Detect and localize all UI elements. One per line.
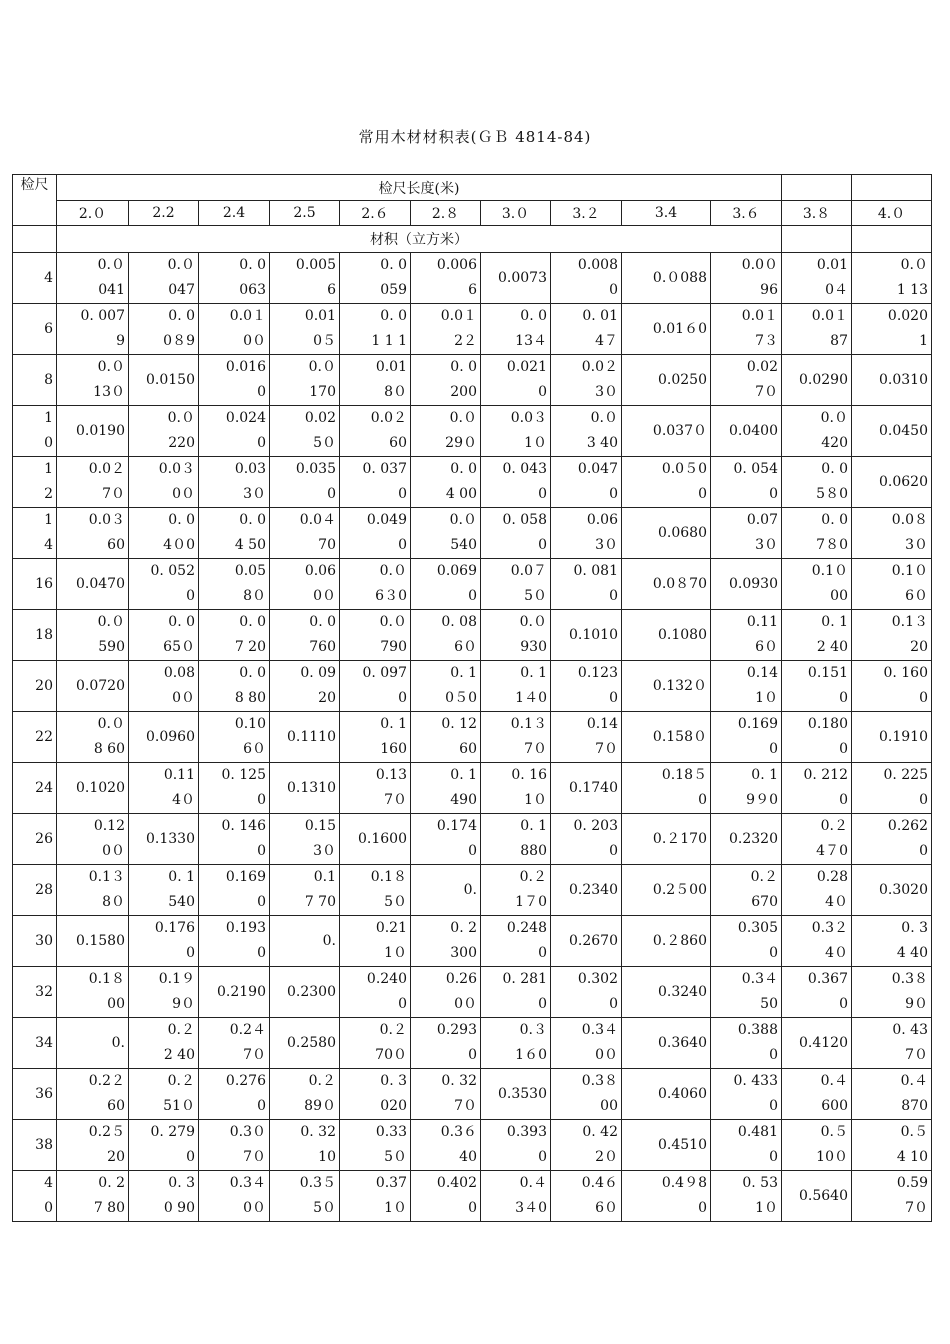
volume-cell: 0. 2 300 <box>411 916 481 967</box>
volume-cell: 0. 0 059 <box>340 253 411 304</box>
volume-cell: 0. 007 9 <box>57 304 129 355</box>
volume-cell: 0.４ 870 <box>852 1069 932 1120</box>
volume-cell: 0. 0 4 50 <box>199 508 270 559</box>
volume-cell: 0. 0 200 <box>411 355 481 406</box>
volume-cell: 0.28 4０ <box>782 865 852 916</box>
volume-cell: 0.305 0 <box>711 916 782 967</box>
volume-cell: 0. 203 0 <box>551 814 622 865</box>
table-row <box>13 661 932 712</box>
table-row <box>13 1069 932 1120</box>
volume-cell: 0.0１ 7３ <box>711 304 782 355</box>
diameter-cell: 4 <box>13 253 57 304</box>
volume-cell: 0.01 8０ <box>340 355 411 406</box>
volume-cell: 0.2190 <box>199 967 270 1018</box>
volume-cell: 0. 0 5８0 <box>782 457 852 508</box>
diameter-cell: 6 <box>13 304 57 355</box>
length-header-cell: 2.６ <box>340 201 411 226</box>
volume-cell: 0. 53 1０ <box>711 1171 782 1222</box>
volume-cell: 0.047 0 <box>551 457 622 508</box>
volume-cell: 0.0400 <box>711 406 782 457</box>
volume-cell: 0. 01 4７ <box>551 304 622 355</box>
volume-cell: 0.０ 6３0 <box>340 559 411 610</box>
length-header-cell: 3.０ <box>481 201 551 226</box>
volume-cell: 0.0620 <box>852 457 932 508</box>
volume-cell: 0.005 6 <box>270 253 340 304</box>
volume-cell: 0. 2 7 80 <box>57 1171 129 1222</box>
diameter-cell: 32 <box>13 967 57 1018</box>
volume-cell: 0.06 0０ <box>270 559 340 610</box>
diameter-cell: 20 <box>13 661 57 712</box>
volume-cell: 0.3240 <box>622 967 711 1018</box>
volume-cell: 0.1０ 00 <box>782 559 852 610</box>
volume-cell: 0.14 1０ <box>711 661 782 712</box>
volume-cell: 0.２ 670 <box>711 865 782 916</box>
volume-cell: 0.008 0 <box>551 253 622 304</box>
page-title: 常用木材材积表(ＧＢ 4814-84) <box>358 128 592 146</box>
volume-cell: 0. 32 7０ <box>411 1069 481 1120</box>
volume-cell: 0.0720 <box>57 661 129 712</box>
volume-cell: 0.049 0 <box>340 508 411 559</box>
volume-cell: 0.４ 600 <box>782 1069 852 1120</box>
volume-cell: 0. 0 4０0 <box>129 508 199 559</box>
volume-cell: 0.13 7０ <box>340 763 411 814</box>
volume-cell: 0.1３ 8０ <box>57 865 129 916</box>
volume-cell: 0.０088 <box>622 253 711 304</box>
volume-cell: 0.0８ 3０ <box>852 508 932 559</box>
volume-cell: 0.1９ 9０ <box>129 967 199 1018</box>
volume-cell: 0.０ 220 <box>129 406 199 457</box>
volume-cell: 0.０ 13０ <box>57 355 129 406</box>
volume-cell: 0. 1 880 <box>481 814 551 865</box>
volume-cell: 0. 037 0 <box>340 457 411 508</box>
volume-cell: 0.59 7０ <box>852 1171 932 1222</box>
header-blank-cell <box>13 226 57 253</box>
volume-cell: 0.0３ 60 <box>57 508 129 559</box>
volume-cell: 0.169 0 <box>711 712 782 763</box>
volume-cell: 0.367 0 <box>782 967 852 1018</box>
volume-cell: 0. 279 0 <box>129 1120 199 1171</box>
volume-cell: 0.0７ 5０ <box>481 559 551 610</box>
volume-cell: 0.3４ 0０ <box>551 1018 622 1069</box>
volume-cell: 0.169 0 <box>199 865 270 916</box>
volume-cell: 0.3020 <box>852 865 932 916</box>
volume-cell: 0.3640 <box>622 1018 711 1069</box>
volume-cell: 0.1３ 20 <box>852 610 932 661</box>
volume-cell: 0.0８70 <box>622 559 711 610</box>
volume-cell: 0. 1 160 <box>340 712 411 763</box>
volume-cell: 0.1310 <box>270 763 340 814</box>
volume-cell: 0. 0 7 20 <box>199 610 270 661</box>
volume-cell: 0.0１ 2２ <box>411 304 481 355</box>
volume-cell: 0. 081 0 <box>551 559 622 610</box>
volume-cell: 0.０ 1 13 <box>852 253 932 304</box>
volume-cell: 0.０ 540 <box>411 508 481 559</box>
volume-cell: 0.３ 1６0 <box>481 1018 551 1069</box>
volume-cell: 0.02 7０ <box>711 355 782 406</box>
volume-cell: 0.1580 <box>57 916 129 967</box>
volume-cell: 0.3４ 50 <box>711 967 782 1018</box>
diameter-cell: 16 <box>13 559 57 610</box>
table-row <box>13 1018 932 1069</box>
volume-cell: 0.2５00 <box>622 865 711 916</box>
volume-cell: 0.0310 <box>852 355 932 406</box>
volume-cell: 0.1０ 6０ <box>852 559 932 610</box>
volume-cell: 0. 0 7８0 <box>782 508 852 559</box>
volume-cell: 0.０ 420 <box>782 406 852 457</box>
table-row <box>13 916 932 967</box>
volume-cell: 0.3８ 9０ <box>852 967 932 1018</box>
volume-cell: 0.15 3０ <box>270 814 340 865</box>
table-row <box>13 865 932 916</box>
table-row <box>13 610 932 661</box>
volume-cell: 0.123 0 <box>551 661 622 712</box>
volume-cell: 0.０ 930 <box>481 610 551 661</box>
table-row <box>13 1171 932 1222</box>
volume-cell: 0.０ 041 <box>57 253 129 304</box>
volume-cell: 0.2５ 20 <box>57 1120 129 1171</box>
volume-cell: 0.４ 3４0 <box>481 1171 551 1222</box>
volume-cell: 0.2670 <box>551 916 622 967</box>
volume-cell: 0.481 0 <box>711 1120 782 1171</box>
volume-cell: 0.1020 <box>57 763 129 814</box>
volume-cell: 0. <box>411 865 481 916</box>
volume-cell: 0.1600 <box>340 814 411 865</box>
volume-cell: 0.1110 <box>270 712 340 763</box>
volume-cell: 0.0150 <box>129 355 199 406</box>
length-header-cell: 2.4 <box>199 201 270 226</box>
volume-cell: 0. 0 4 00 <box>411 457 481 508</box>
volume-cell: 0.1３ 7０ <box>481 712 551 763</box>
volume-cell: 0. 0 8 80 <box>199 661 270 712</box>
length-header-cell: 2.０ <box>57 201 129 226</box>
volume-cell: 0.1８ 00 <box>57 967 129 1018</box>
table-row <box>13 1120 932 1171</box>
volume-cell: 0.3５ 5０ <box>270 1171 340 1222</box>
volume-cell: 0. 054 0 <box>711 457 782 508</box>
volume-cell: 0.５ 10０ <box>782 1120 852 1171</box>
volume-cell: 0.２860 <box>622 916 711 967</box>
volume-cell: 0.3530 <box>481 1069 551 1120</box>
volume-cell: 0.293 0 <box>411 1018 481 1069</box>
volume-cell: 0.01６0 <box>622 304 711 355</box>
volume-cell: 0. 0 13４ <box>481 304 551 355</box>
volume-cell: 0. 0 760 <box>270 610 340 661</box>
volume-cell: 0.02 5０ <box>270 406 340 457</box>
volume-cell: 0.5640 <box>782 1171 852 1222</box>
length-header-cell: 3.4 <box>622 201 711 226</box>
volume-cell: 0.0２ 60 <box>340 406 411 457</box>
table-row <box>13 814 932 865</box>
volume-cell: 0.0３ 1０ <box>481 406 551 457</box>
volume-cell: 0.037０ <box>622 406 711 457</box>
volume-cell: 0.２ 89０ <box>270 1069 340 1120</box>
volume-header: 材积（立方米） <box>57 226 782 253</box>
table-row <box>13 712 932 763</box>
volume-cell: 0.276 0 <box>199 1069 270 1120</box>
volume-cell: 0.2２ 60 <box>57 1069 129 1120</box>
volume-cell: 0. 225 0 <box>852 763 932 814</box>
volume-cell: 0.0960 <box>129 712 199 763</box>
volume-cell: 0. 058 0 <box>481 508 551 559</box>
volume-cell: 0. 43 7０ <box>852 1018 932 1069</box>
volume-cell: 0.020 1 <box>852 304 932 355</box>
volume-cell: 0.２ 51０ <box>129 1069 199 1120</box>
volume-cell: 0.0290 <box>782 355 852 406</box>
table-row <box>13 559 932 610</box>
header-blank-cell <box>782 175 852 201</box>
volume-cell: 0.176 0 <box>129 916 199 967</box>
volume-cell: 0.4510 <box>622 1120 711 1171</box>
volume-cell: 0.0450 <box>852 406 932 457</box>
volume-cell: 0. 1 540 <box>129 865 199 916</box>
volume-cell: 0. 125 0 <box>199 763 270 814</box>
volume-cell: 0.37 1０ <box>340 1171 411 1222</box>
diameter-cell: 1 2 <box>13 457 57 508</box>
volume-cell: 0.01 0４ <box>782 253 852 304</box>
volume-cell: 0.0190 <box>57 406 129 457</box>
table-row <box>13 406 932 457</box>
volume-cell: 0. 160 0 <box>852 661 932 712</box>
volume-cell: 0.03 3０ <box>199 457 270 508</box>
volume-cell: 0.2580 <box>270 1018 340 1069</box>
volume-cell: 0.1910 <box>852 712 932 763</box>
volume-cell: 0.0５0 0 <box>622 457 711 508</box>
volume-cell: 0.3０ 7０ <box>199 1120 270 1171</box>
diameter-cell: 30 <box>13 916 57 967</box>
volume-cell: 0.08 0０ <box>129 661 199 712</box>
header-row-volume-title <box>13 226 932 253</box>
volume-cell: 0.0073 <box>481 253 551 304</box>
header-blank-cell <box>782 226 852 253</box>
diameter-cell: 18 <box>13 610 57 661</box>
volume-cell: 0.０ 8 60 <box>57 712 129 763</box>
volume-cell: 0.0０ 96 <box>711 253 782 304</box>
volume-cell: 0.01 0５ <box>270 304 340 355</box>
volume-cell: 0.２ 1７0 <box>481 865 551 916</box>
volume-cell: 0.2４ 7０ <box>199 1018 270 1069</box>
volume-cell: 0. 1 9９0 <box>711 763 782 814</box>
diameter-cell: 38 <box>13 1120 57 1171</box>
diameter-cell: 22 <box>13 712 57 763</box>
volume-cell: 0.２170 <box>622 814 711 865</box>
volume-cell: 0.1080 <box>622 610 711 661</box>
volume-cell: 0.0470 <box>57 559 129 610</box>
volume-cell: 0. 3 0 90 <box>129 1171 199 1222</box>
timber-volume-table <box>12 174 932 1222</box>
volume-cell: 0.035 0 <box>270 457 340 508</box>
volume-cell: 0. 0 0８9 <box>129 304 199 355</box>
volume-cell: 0.1010 <box>551 610 622 661</box>
corner-header-cell: 检尺 <box>13 175 57 226</box>
volume-cell: 0.1 7 70 <box>270 865 340 916</box>
diameter-cell: 4 0 <box>13 1171 57 1222</box>
volume-cell: 0.024 0 <box>199 406 270 457</box>
header-blank-cell <box>852 226 932 253</box>
length-header-cell: 3.２ <box>551 201 622 226</box>
table-row <box>13 763 932 814</box>
diameter-cell: 28 <box>13 865 57 916</box>
length-header-cell: 4.０ <box>852 201 932 226</box>
table-row <box>13 967 932 1018</box>
volume-cell: 0.２ 2 40 <box>129 1018 199 1069</box>
volume-cell: 0.3２ 4０ <box>782 916 852 967</box>
volume-cell: 0.33 5０ <box>340 1120 411 1171</box>
volume-cell: 0.388 0 <box>711 1018 782 1069</box>
volume-cell: 0.２ 4７0 <box>782 814 852 865</box>
volume-cell: 0. 1 490 <box>411 763 481 814</box>
volume-cell: 0. 09 20 <box>270 661 340 712</box>
volume-cell: 0.2340 <box>551 865 622 916</box>
volume-cell: 0.006 6 <box>411 253 481 304</box>
volume-cell: 0.132０ <box>622 661 711 712</box>
volume-cell: 0. 12 60 <box>411 712 481 763</box>
volume-cell: 0.3４ 0０ <box>199 1171 270 1222</box>
volume-cell: 0.0930 <box>711 559 782 610</box>
volume-cell: 0.05 8０ <box>199 559 270 610</box>
volume-cell: 0.26 0０ <box>411 967 481 1018</box>
volume-cell: 0.3８ 00 <box>551 1069 622 1120</box>
volume-cell: 0. 1 1４0 <box>481 661 551 712</box>
volume-cell: 0.0１ 87 <box>782 304 852 355</box>
volume-cell: 0.０ 047 <box>129 253 199 304</box>
length-header-cell: 2.2 <box>129 201 199 226</box>
volume-cell: 0. 1 2 40 <box>782 610 852 661</box>
volume-cell: 0.3６ 40 <box>411 1120 481 1171</box>
table-row <box>13 253 932 304</box>
length-header-cell: 2.８ <box>411 201 481 226</box>
volume-cell: 0.12 0０ <box>57 814 129 865</box>
volume-cell: 0.0２ 7０ <box>57 457 129 508</box>
diameter-cell: 26 <box>13 814 57 865</box>
volume-cell: 0.0680 <box>622 508 711 559</box>
volume-cell: 0. 281 0 <box>481 967 551 1018</box>
volume-cell: 0.５ 4 10 <box>852 1120 932 1171</box>
volume-cell: 0. 1 0５0 <box>411 661 481 712</box>
volume-cell: 0. 0 1 1 1 <box>340 304 411 355</box>
volume-cell: 0. 097 0 <box>340 661 411 712</box>
volume-cell: 0. 16 1０ <box>481 763 551 814</box>
volume-cell: 0.151 0 <box>782 661 852 712</box>
volume-cell: 0.1330 <box>129 814 199 865</box>
volume-cell: 0. 3 020 <box>340 1069 411 1120</box>
volume-cell: 0.4９8 0 <box>622 1171 711 1222</box>
volume-cell: 0.０ 3 40 <box>551 406 622 457</box>
volume-cell: 0. 08 6０ <box>411 610 481 661</box>
volume-cell: 0.021 0 <box>481 355 551 406</box>
diameter-cell: 34 <box>13 1018 57 1069</box>
volume-cell: 0.14 7０ <box>551 712 622 763</box>
header-blank-cell <box>852 175 932 201</box>
volume-cell: 0.０ 590 <box>57 610 129 661</box>
volume-cell: 0.402 0 <box>411 1171 481 1222</box>
volume-cell: 0. 043 0 <box>481 457 551 508</box>
volume-cell: 0.302 0 <box>551 967 622 1018</box>
volume-cell: 0.180 0 <box>782 712 852 763</box>
volume-cell: 0.4120 <box>782 1018 852 1069</box>
table-row <box>13 457 932 508</box>
volume-cell: 0.248 0 <box>481 916 551 967</box>
length-header-cell: 3.６ <box>711 201 782 226</box>
table-row <box>13 508 932 559</box>
header-row-length-title <box>13 175 932 201</box>
volume-cell: 0.11 4０ <box>129 763 199 814</box>
volume-cell: 0.069 0 <box>411 559 481 610</box>
volume-cell: 0.393 0 <box>481 1120 551 1171</box>
length-header-cell: 2.5 <box>270 201 340 226</box>
volume-cell: 0.06 3０ <box>551 508 622 559</box>
volume-cell: 0.0３ 0０ <box>129 457 199 508</box>
volume-cell: 0.174 0 <box>411 814 481 865</box>
volume-cell: 0.0１ 0０ <box>199 304 270 355</box>
volume-cell: 0.21 1０ <box>340 916 411 967</box>
diameter-cell: 8 <box>13 355 57 406</box>
volume-cell: 0. 052 0 <box>129 559 199 610</box>
volume-cell: 0.4６ 6０ <box>551 1171 622 1222</box>
diameter-cell: 36 <box>13 1069 57 1120</box>
volume-cell: 0.11 6０ <box>711 610 782 661</box>
volume-cell: 0.0250 <box>622 355 711 406</box>
length-header: 检尺长度(米) <box>57 175 782 201</box>
diameter-cell: 24 <box>13 763 57 814</box>
volume-cell: 0. 3 4 40 <box>852 916 932 967</box>
volume-cell: 0.0２ 3０ <box>551 355 622 406</box>
volume-cell: 0.2320 <box>711 814 782 865</box>
volume-cell: 0.18５ 0 <box>622 763 711 814</box>
volume-cell: 0. 0 063 <box>199 253 270 304</box>
volume-cell: 0. 42 2０ <box>551 1120 622 1171</box>
volume-cell: 0. <box>57 1018 129 1069</box>
volume-cell: 0.4060 <box>622 1069 711 1120</box>
volume-cell: 0.1740 <box>551 763 622 814</box>
volume-cell: 0.10 6０ <box>199 712 270 763</box>
volume-cell: 0.０ 790 <box>340 610 411 661</box>
length-header-row <box>13 201 932 226</box>
volume-cell: 0.0４ 70 <box>270 508 340 559</box>
volume-cell: 0.240 0 <box>340 967 411 1018</box>
volume-cell: 0. 212 0 <box>782 763 852 814</box>
volume-cell: 0.２ 70０ <box>340 1018 411 1069</box>
volume-cell: 0.1８ 5０ <box>340 865 411 916</box>
diameter-cell: 1 4 <box>13 508 57 559</box>
volume-cell: 0.158０ <box>622 712 711 763</box>
volume-cell: 0. 146 0 <box>199 814 270 865</box>
volume-cell: 0. 433 0 <box>711 1069 782 1120</box>
volume-cell: 0. 32 10 <box>270 1120 340 1171</box>
table-row <box>13 355 932 406</box>
volume-cell: 0.193 0 <box>199 916 270 967</box>
volume-cell: 0.０ 29０ <box>411 406 481 457</box>
volume-cell: 0. <box>270 916 340 967</box>
volume-cell: 0.262 0 <box>852 814 932 865</box>
volume-cell: 0.０ 170 <box>270 355 340 406</box>
diameter-cell: 1 0 <box>13 406 57 457</box>
volume-cell: 0. 0 65０ <box>129 610 199 661</box>
volume-cell: 0.016 0 <box>199 355 270 406</box>
table-row <box>13 304 932 355</box>
volume-cell: 0.07 3０ <box>711 508 782 559</box>
length-header-cell: 3.８ <box>782 201 852 226</box>
volume-cell: 0.2300 <box>270 967 340 1018</box>
